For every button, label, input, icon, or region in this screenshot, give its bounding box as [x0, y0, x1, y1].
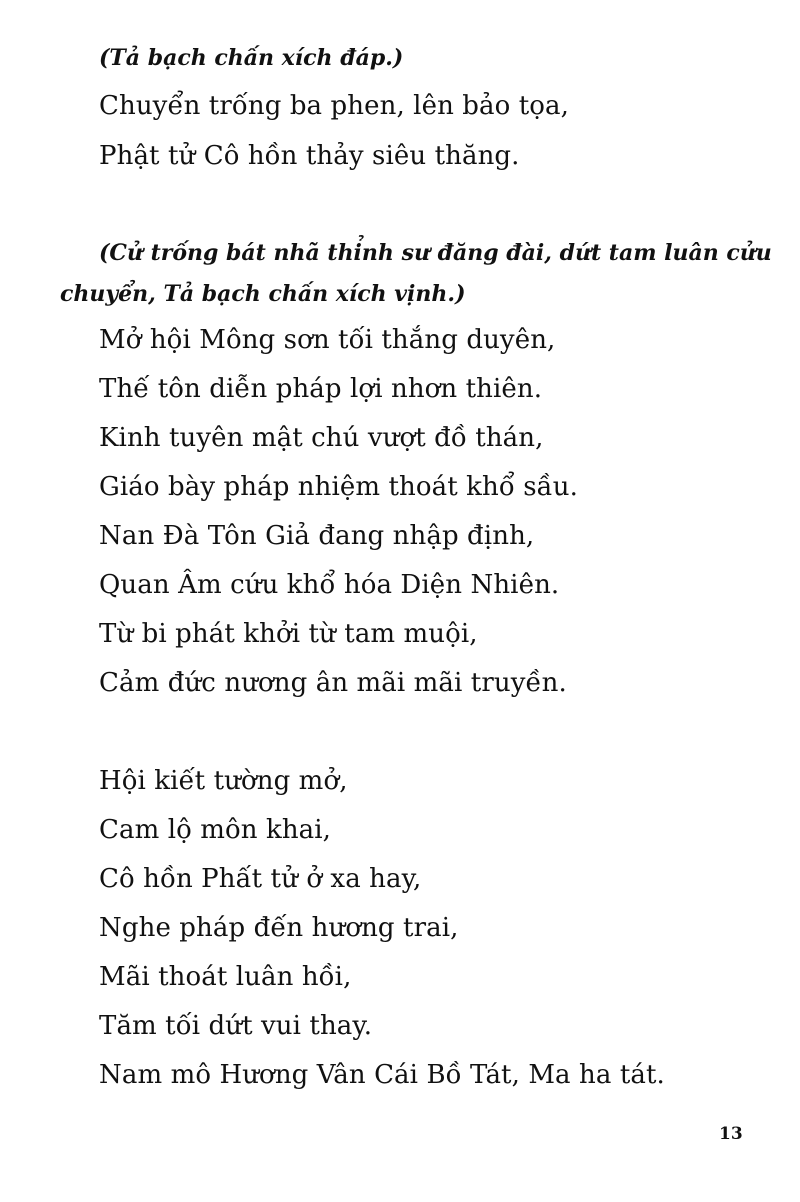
- verse-line: Giáo bày pháp nhiệm thoát khổ sầu.: [99, 472, 578, 502]
- verse-line: Phật tử Cô hồn thảy siêu thăng.: [99, 141, 520, 171]
- verse-line: Nghe pháp đến hương trai,: [99, 913, 459, 943]
- verse-line: Thế tôn diễn pháp lợi nhơn thiên.: [99, 374, 543, 404]
- rubric-instruction-line2: chuyển, Tả bạch chấn xích vịnh.): [60, 281, 466, 307]
- verse-line: Chuyển trống ba phen, lên bảo tọa,: [99, 91, 570, 121]
- verse-line: Nan Đà Tôn Giả đang nhập định,: [99, 521, 535, 551]
- verse-line: Tăm tối dứt vui thay.: [99, 1011, 373, 1041]
- verse-line: Quan Âm cứu khổ hóa Diện Nhiên.: [99, 570, 560, 600]
- rubric-instruction: (Tả bạch chấn xích đáp.): [99, 45, 404, 71]
- verse-line: Cam lộ môn khai,: [99, 815, 332, 845]
- rubric-instruction-line1: (Cử trống bát nhã thỉnh sư đăng đài, dứt tam luân cửu: [99, 240, 772, 266]
- verse-line: Mãi thoát luân hồi,: [99, 962, 352, 992]
- verse-line: Mở hội Mông sơn tối thắng duyên,: [99, 325, 556, 355]
- verse-line: Từ bi phát khởi từ tam muội,: [99, 619, 478, 649]
- verse-line: Nam mô Hương Vân Cái Bồ Tát, Ma ha tát.: [99, 1060, 665, 1090]
- verse-line: Kinh tuyên mật chú vượt đồ thán,: [99, 423, 544, 453]
- verse-line: Hội kiết tường mở,: [99, 766, 348, 796]
- verse-line: Cô hồn Phất tử ở xa hay,: [99, 864, 422, 894]
- verse-line: Cảm đức nương ân mãi mãi truyền.: [99, 668, 567, 698]
- page-number: 13: [719, 1124, 743, 1144]
